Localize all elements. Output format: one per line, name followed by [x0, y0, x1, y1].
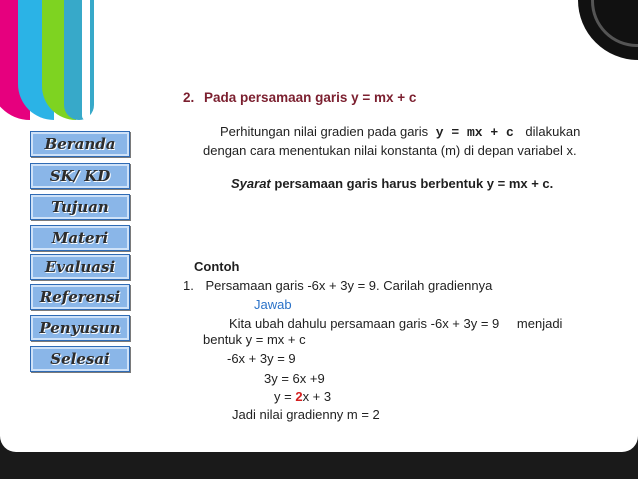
syarat-word: Syarat	[231, 176, 271, 191]
conclusion-line: Jadi nilai gradienny m = 2	[232, 407, 380, 422]
syarat-line	[231, 176, 553, 191]
example-line	[183, 278, 492, 293]
heading-text: Pada persamaan garis y = mx + c	[204, 90, 417, 105]
contoh-label: Contoh	[194, 259, 240, 274]
para1-formula: y = mx + c	[435, 125, 514, 140]
para1-prefix: Perhitungan nilai gradien pada garis	[220, 124, 429, 139]
nav-penyusun-button[interactable]: Penyusun	[30, 315, 130, 341]
eq3-prefix: y =	[274, 389, 296, 404]
nav-selesai-button[interactable]: Selesai	[30, 346, 130, 372]
nav-tujuan-button[interactable]: Tujuan	[30, 194, 130, 220]
syarat-rest: persamaan garis harus berbentuk y = mx + c.	[274, 176, 554, 191]
nav-beranda-button[interactable]: Beranda	[30, 131, 130, 157]
nav-evaluasi-button[interactable]: Evaluasi	[30, 254, 130, 280]
eq3-suffix: x + 3	[302, 389, 332, 404]
equation-1: -6x + 3y = 9	[227, 351, 296, 366]
heading-number: 2.	[183, 90, 195, 105]
jawab-label: Jawab	[254, 297, 292, 312]
example-text: Persamaan garis -6x + 3y = 9. Carilah gradiennya	[205, 278, 493, 293]
paragraph-line-2: dengan cara menentukan nilai konstanta (m) di depan variabel x.	[203, 143, 577, 158]
nav-materi-button[interactable]: Materi	[30, 225, 130, 251]
step1-a: Kita ubah dahulu persamaan garis -6x + 3y = 9	[229, 316, 500, 331]
step-line-2: bentuk y = mx + c	[203, 332, 306, 347]
nav-sk-kd-button[interactable]: SK/ KD	[30, 163, 130, 189]
equation-3	[274, 389, 331, 404]
paragraph-line-1	[220, 124, 620, 140]
slide-footer	[0, 452, 638, 479]
step1-b: menjadi	[516, 316, 563, 331]
section-heading	[183, 90, 416, 105]
example-number: 1.	[183, 278, 194, 293]
para1-suffix: dilakukan	[525, 124, 581, 139]
nav-referensi-button[interactable]: Referensi	[30, 284, 130, 310]
eq3-highlight: 2	[295, 389, 303, 404]
equation-2: 3y = 6x +9	[264, 371, 325, 386]
step-line-1	[229, 316, 562, 331]
